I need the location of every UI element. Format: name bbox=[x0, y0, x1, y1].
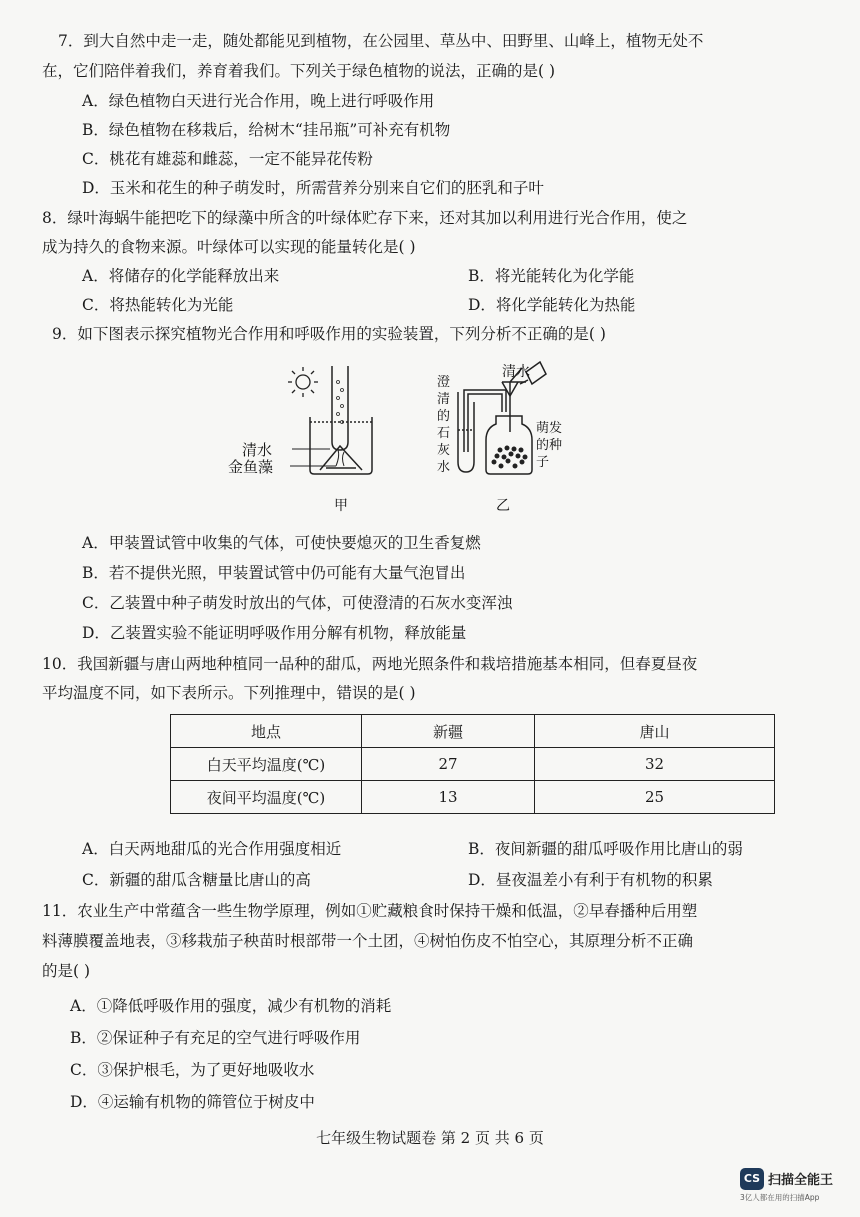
q8-option-d: D．将化学能转化为热能 bbox=[468, 296, 636, 314]
scanner-app-name: 扫描全能王 bbox=[768, 1173, 834, 1188]
page-footer: 七年级生物试题卷 第 2 页 共 6 页 bbox=[316, 1129, 544, 1147]
svg-text:水: 水 bbox=[437, 460, 451, 475]
label-algae: 金鱼藻 bbox=[228, 458, 274, 476]
label-seeds bbox=[536, 421, 562, 470]
table-row bbox=[171, 781, 775, 814]
q11-stem-line2: 料薄膜覆盖地表，③移栽茄子秧苗时根部带一个土团，④树怕伤皮不怕空心，其原理分析不正确 bbox=[42, 932, 694, 950]
q7-option-b: B．绿色植物在移栽后，给树木“挂吊瓶”可补充有机物 bbox=[82, 121, 451, 139]
seeds bbox=[492, 446, 528, 469]
svg-text:萌发: 萌发 bbox=[536, 421, 563, 436]
experiment-figure bbox=[228, 362, 570, 522]
table-row bbox=[171, 748, 775, 781]
q10-stem-line1: 10．我国新疆与唐山两地种植同一品种的甜瓜，两地光照条件和栽培措施基本相同，但春夏昼夜 bbox=[42, 655, 698, 673]
q9-option-c: C．乙装置中种子萌发时放出的气体，可使澄清的石灰水变浑浊 bbox=[82, 594, 513, 612]
q7-stem-line1: 7．到大自然中走一走，随处都能见到植物，在公园里、草丛中、田野里、山峰上，植物无处不 bbox=[58, 32, 704, 50]
q11-option-b: B．②保证种子有充足的空气进行呼吸作用 bbox=[70, 1029, 361, 1047]
label-yi: 乙 bbox=[496, 498, 510, 514]
bubbles bbox=[337, 381, 344, 424]
sun-icon bbox=[288, 367, 318, 397]
label-water2: 清水 bbox=[502, 364, 530, 380]
q8-option-c: C．将热能转化为光能 bbox=[82, 296, 234, 314]
q8-stem-line2: 成为持久的食物来源。叶绿体可以实现的能量转化是( ) bbox=[42, 238, 416, 256]
svg-text:子: 子 bbox=[536, 455, 550, 470]
q8-option-b: B．将光能转化为化学能 bbox=[468, 267, 635, 285]
label-jia: 甲 bbox=[334, 498, 348, 514]
q11-stem-line3: 的是( ) bbox=[42, 962, 91, 980]
table-header-cell: 新疆 bbox=[362, 715, 535, 748]
q8-option-a: A．将储存的化学能释放出来 bbox=[82, 267, 280, 285]
q7-option-c: C．桃花有雄蕊和雌蕊，一定不能异花传粉 bbox=[82, 150, 373, 168]
svg-text:灰: 灰 bbox=[437, 443, 451, 458]
scanner-logo-icon: CS bbox=[740, 1168, 764, 1190]
limewater-tube bbox=[458, 392, 474, 472]
table-cell: 27 bbox=[362, 748, 535, 781]
q10-option-a: A．白天两地甜瓜的光合作用强度相近 bbox=[82, 840, 342, 858]
q11-option-a: A．①降低呼吸作用的强度，减少有机物的消耗 bbox=[70, 997, 392, 1015]
temperature-table bbox=[170, 714, 775, 814]
q9-option-a: A．甲装置试管中收集的气体，可使快要熄灭的卫生香复燃 bbox=[82, 534, 481, 552]
table-header-cell: 唐山 bbox=[535, 715, 775, 748]
q9-stem-line1: 9．如下图表示探究植物光合作用和呼吸作用的实验装置，下列分析不正确的是( ) bbox=[52, 325, 606, 343]
q7-stem-line2: 在，它们陪伴着我们，养育着我们。下列关于绿色植物的说法，正确的是( ) bbox=[42, 62, 556, 80]
table-header-row bbox=[171, 715, 775, 748]
scanner-tagline: 3亿人都在用的扫描App bbox=[740, 1193, 820, 1202]
connecting-pipe bbox=[464, 390, 506, 452]
table-cell: 13 bbox=[362, 781, 535, 814]
q10-stem-line2: 平均温度不同，如下表所示。下列推理中，错误的是( ) bbox=[42, 684, 416, 702]
algae-shape bbox=[336, 450, 344, 466]
table-cell: 夜间平均温度(℃) bbox=[171, 781, 362, 814]
svg-text:的种: 的种 bbox=[536, 438, 563, 453]
svg-text:的: 的 bbox=[437, 409, 451, 424]
q10-option-c: C．新疆的甜瓜含糖量比唐山的高 bbox=[82, 871, 311, 889]
q11-stem-line1: 11．农业生产中常蕴含一些生物学原理，例如①贮藏粮食时保持干燥和低温，②早春播种后用塑 bbox=[42, 902, 698, 920]
svg-text:澄: 澄 bbox=[437, 375, 451, 390]
svg-text:清: 清 bbox=[437, 392, 451, 407]
q7-option-a: A．绿色植物白天进行光合作用，晚上进行呼吸作用 bbox=[82, 92, 435, 110]
q9-option-d: D．乙装置实验不能证明呼吸作用分解有机物，释放能量 bbox=[82, 624, 467, 642]
label-limewater bbox=[437, 375, 450, 475]
q8-stem-line1: 8．绿叶海蜗牛能把吃下的绿藻中所含的叶绿体贮存下来，还对其加以利用进行光合作用，使之 bbox=[42, 209, 688, 227]
q11-option-d: D．④运输有机物的筛管位于树皮中 bbox=[70, 1093, 315, 1111]
q10-option-b: B．夜间新疆的甜瓜呼吸作用比唐山的弱 bbox=[468, 840, 743, 858]
table-cell: 25 bbox=[535, 781, 775, 814]
q11-option-c: C．③保护根毛，为了更好地吸收水 bbox=[70, 1061, 315, 1079]
table-header-cell: 地点 bbox=[171, 715, 362, 748]
table-cell: 32 bbox=[535, 748, 775, 781]
q7-option-d: D．玉米和花生的种子萌发时，所需营养分别来自它们的胚乳和子叶 bbox=[82, 179, 544, 197]
table-cell: 白天平均温度(℃) bbox=[171, 748, 362, 781]
q10-option-d: D．昼夜温差小有利于有机物的积累 bbox=[468, 871, 713, 889]
svg-text:石: 石 bbox=[437, 426, 451, 441]
label-water: 清水 bbox=[242, 441, 273, 459]
beaker-apparatus bbox=[310, 366, 372, 474]
scanner-watermark bbox=[740, 1166, 850, 1206]
q9-option-b: B．若不提供光照，甲装置试管中仍可能有大量气泡冒出 bbox=[82, 564, 466, 582]
